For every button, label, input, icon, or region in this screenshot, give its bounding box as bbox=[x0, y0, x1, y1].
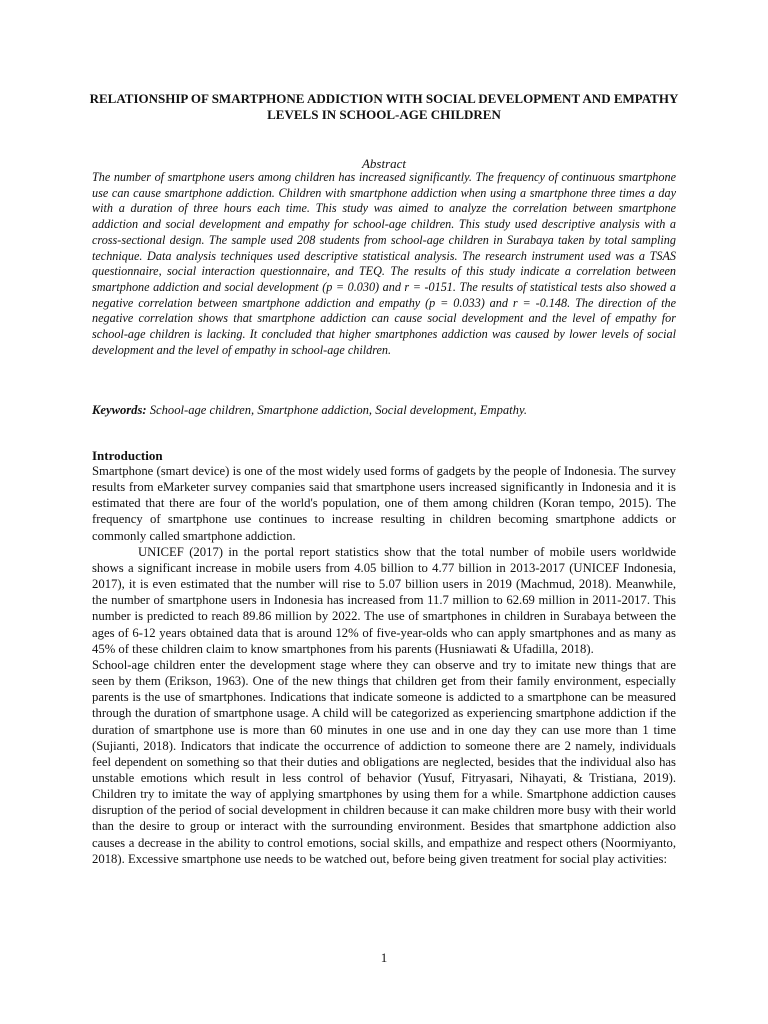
introduction-body bbox=[92, 463, 676, 867]
abstract-heading: Abstract bbox=[361, 156, 407, 171]
introduction-paragraph: UNICEF (2017) in the portal report statistics show that the total number of mobile users worldwide shows a significant increase in mobile users from 4.05 billion to 4.77 billion in 2013-2017 (UNICEF Indonesia, 2017), it is even estimated that the number will rise to 5.07 billion users in 2019 (Machmud, 2018). Meanwhile, the number of smartphone users in Indonesia has increased from 11.7 million to 62.69 million in 2011-2017. This number is predicted to reach 89.86 million by 2022. The use of smartphones in children in Surabaya between the ages of 6-12 years obtained data that is around 12% of five-year-olds who can apply smartphones and as many as 45% of these children claim to know smartphones from his parents (Husniawati & Ufadilla, 2018). bbox=[92, 544, 676, 656]
keywords-label: Keywords: bbox=[92, 403, 147, 417]
keywords-line bbox=[92, 402, 692, 418]
paper-title: RELATIONSHIP OF SMARTPHONE ADDICTION WITH SOCIAL DEVELOPMENT AND EMPATHY LEVELS IN SCHOOL-AGE CHILDREN bbox=[89, 91, 679, 122]
introduction-paragraph: Smartphone (smart device) is one of the most widely used forms of gadgets by the people of Indonesia. The survey results from eMarketer survey companies said that smartphone users increased significantly in Indonesia and it is estimated that there are four of the world's population, one of them among children (Koran tempo, 2015). The frequency of smartphone use continues to increase resulting in children becoming smartphone addicts or commonly called smartphone addiction. bbox=[92, 464, 676, 543]
page-number: 1 bbox=[380, 950, 388, 965]
keywords-text: School-age children, Smartphone addiction, Social development, Empathy. bbox=[149, 403, 527, 417]
introduction-paragraph: School-age children enter the development stage where they can observe and try to imitate new things that are seen by them (Erikson, 1963). One of the new things that children get from their family environment, especially parents is the use of smartphones. Indications that indicate someone is addicted to a smartphone can be measured through the duration of smartphone usage. A child will be categorized as experiencing smartphone addiction if the duration of smartphone use is more than 60 minutes in one use and in one day they can use more than 1 time (Sujianti, 2018). Indicators that indicate the occurrence of addiction to someone there are 2 namely, individuals feel dependent on something so that their duties and obligations are neglected, besides that the individual also has unstable emotions which result in less control of behavior (Yusuf, Fitryasari, Nihayati, & Tristiana, 2019). Children try to imitate the way of applying smartphones by using them for a while. Smartphone addiction causes disruption of the period of social development in children because it can make children more busy with their world than the desire to group or interact with the surrounding environment. Besides that smartphone addiction also causes a decrease in the ability to control emotions, social skills, and empathize and respect others (Noormiyanto, 2018). Excessive smartphone use needs to be watched out, before being given treatment for social play activities: bbox=[92, 657, 676, 866]
abstract-text: The number of smartphone users among children has increased significantly. The frequency of continuous smartphone use can cause smartphone addiction. Children with smartphone addiction when using a smartphone three times a day with a duration of three hours each time. This study was aimed to analyze the correlation between smartphone addiction and social development and empathy for school-age children. This study used descriptive analysis with a cross-sectional design. The sample used 208 students from school-age children in Surabaya taken by total sampling technique. Data analysis techniques used descriptive statistical analysis. The research instrument used was a TSAS questionnaire, social interaction questionnaire, and TEQ. The results of this study indicate a correlation between smartphone addiction and social development (p = 0.030) and r = -0151. The results of statistical tests also showed a negative correlation between smartphone addiction and empathy (p = 0.033) and r = -0.148. The direction of the negative correlation shows that smartphone addiction can cause social development and the level of empathy for school-age children is lacking. It concluded that higher smartphones addiction was caused by lower levels of social development and the level of empathy in school-age children. bbox=[92, 170, 676, 357]
introduction-heading: Introduction bbox=[92, 448, 163, 463]
